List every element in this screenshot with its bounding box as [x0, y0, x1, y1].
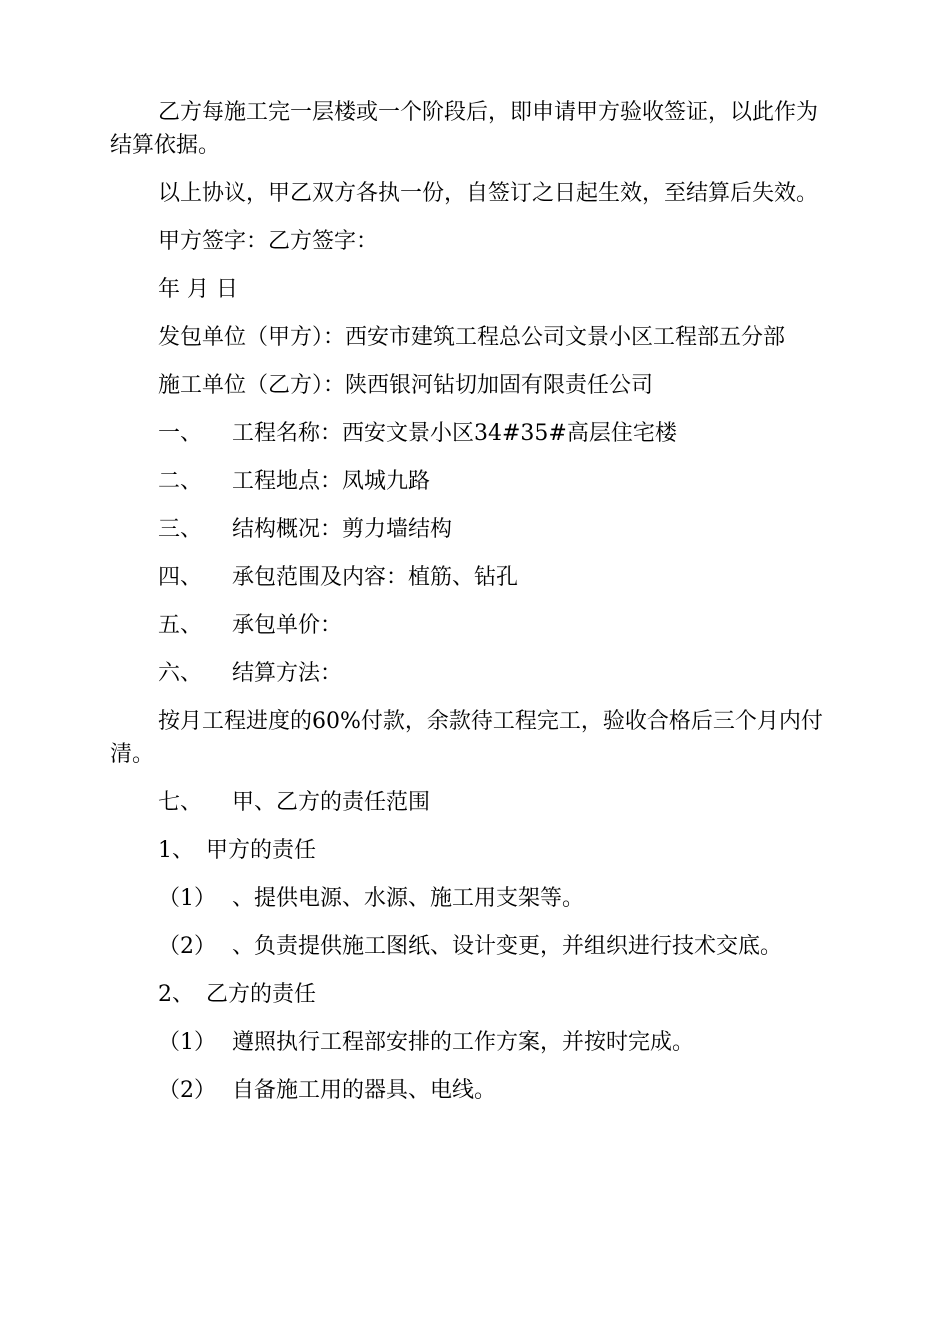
item-text: 工程名称：西安文景小区34#35#高层住宅楼 [232, 421, 677, 446]
subsection-heading [110, 978, 838, 1011]
item-number: 二、 [158, 469, 203, 494]
section-heading [110, 786, 838, 819]
list-item [110, 561, 838, 594]
list-item [110, 609, 838, 642]
item-text: 自备施工用的器具、电线。 [232, 1078, 497, 1103]
list-item [110, 465, 838, 498]
item-number: 五、 [158, 613, 203, 638]
item-number: 四、 [158, 565, 203, 590]
paragraph-validity: 以上协议，甲乙双方各执一份，自签订之日起生效，至结算后失效。 [158, 181, 819, 206]
item-number: 三、 [158, 517, 203, 542]
list-item [110, 882, 838, 915]
item-number: （2） [158, 1078, 216, 1103]
list-item [110, 657, 838, 690]
item-text: 承包单价： [232, 613, 343, 638]
contractor-party-b: 施工单位（乙方）：陕西银河钻切加固有限责任公司 [158, 373, 654, 398]
subsection-heading [110, 834, 838, 867]
list-item [110, 513, 838, 546]
section-title: 甲、乙方的责任范围 [232, 790, 431, 815]
item-text: 承包范围及内容：植筋、钻孔 [232, 565, 519, 590]
item-number: （1） [158, 886, 216, 911]
section-number: 七、 [158, 790, 203, 815]
item-text: 工程地点：凤城九路 [232, 469, 431, 494]
subsection-title: 甲方的责任 [206, 838, 317, 863]
item-number: （2） [158, 934, 216, 959]
list-item [110, 1074, 838, 1107]
item-number: （1） [158, 1030, 216, 1055]
list-item [110, 1026, 838, 1059]
payment-paragraph: 按月工程进度的60%付款，余款待工程完工，验收合格后三个月内付清。 [110, 709, 823, 767]
item-text: 遵照执行工程部安排的工作方案，并按时完成。 [232, 1030, 695, 1055]
list-item [110, 930, 838, 963]
item-text: 、提供电源、水源、施工用支架等。 [232, 886, 585, 911]
item-text: 结构概况：剪力墙结构 [232, 517, 453, 542]
date-line: 年 月 日 [158, 277, 238, 302]
subsection-number: 2、 [158, 982, 194, 1007]
signature-line: 甲方签字：乙方签字： [158, 229, 379, 254]
document-body [110, 96, 838, 1107]
list-item [110, 417, 838, 450]
subsection-title: 乙方的责任 [206, 982, 317, 1007]
subsection-number: 1、 [158, 838, 194, 863]
item-text: 结算方法： [232, 661, 343, 686]
item-number: 六、 [158, 661, 203, 686]
item-number: 一、 [158, 421, 203, 446]
contractor-party-a: 发包单位（甲方）：西安市建筑工程总公司文景小区工程部五分部 [158, 325, 786, 350]
paragraph-acceptance: 乙方每施工完一层楼或一个阶段后，即申请甲方验收签证，以此作为结算依据。 [110, 100, 819, 158]
item-text: 、负责提供施工图纸、设计变更，并组织进行技术交底。 [232, 934, 783, 959]
